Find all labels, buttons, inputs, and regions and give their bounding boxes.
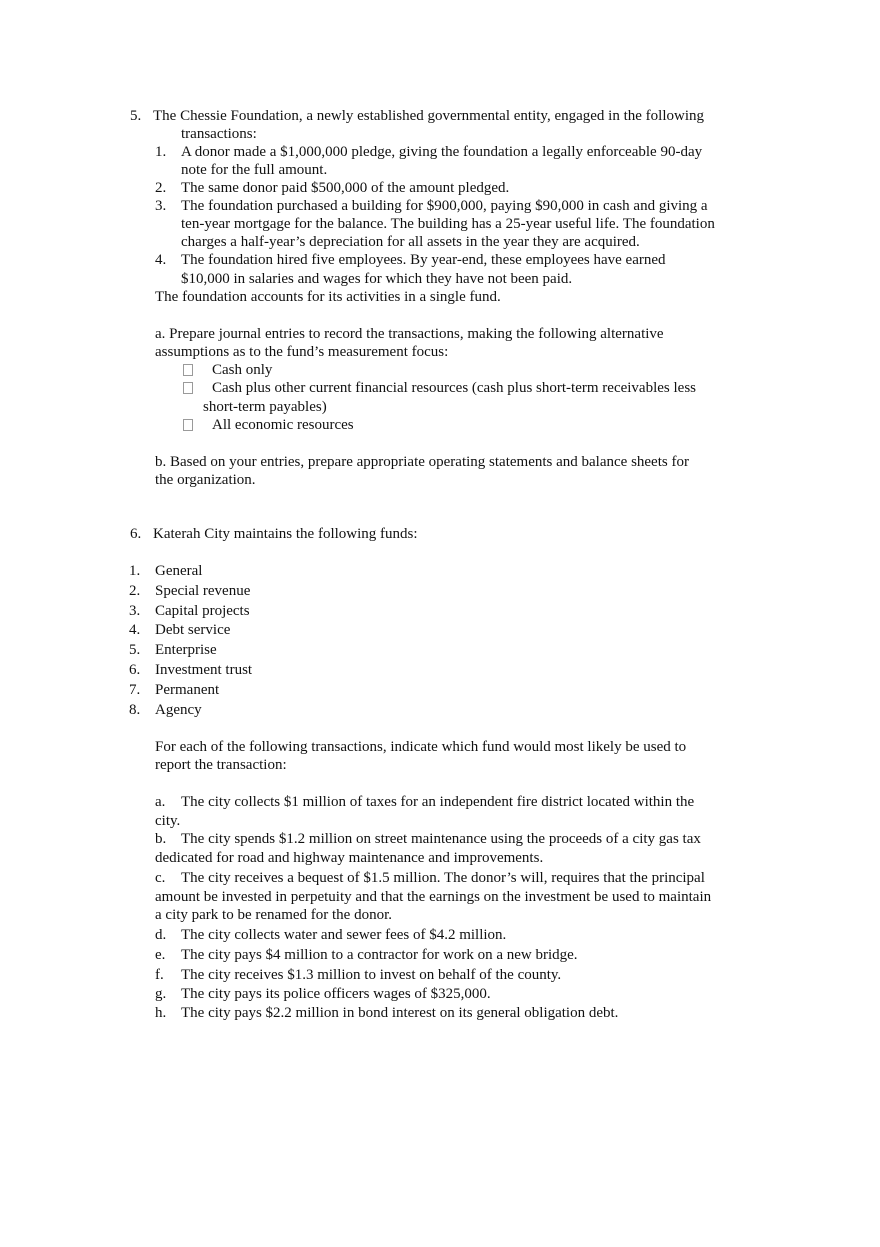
fund-name: General xyxy=(155,563,203,579)
fund-number: 2. xyxy=(129,583,141,599)
transaction-letter: b. xyxy=(155,831,167,847)
q5-intro-cont: transactions: xyxy=(181,126,257,142)
fund-name: Investment trust xyxy=(155,662,253,678)
bullet-box-icon xyxy=(183,380,193,398)
q5-option-text: All economic resources xyxy=(212,417,354,433)
q5-item-text: note for the full amount. xyxy=(181,162,328,178)
fund-number: 1. xyxy=(129,563,141,579)
transaction-letter: h. xyxy=(155,1005,167,1021)
transaction-letter: f. xyxy=(155,967,164,983)
q5-item-text: $10,000 in salaries and wages for which they have not been paid. xyxy=(181,271,573,287)
fund-number: 4. xyxy=(129,622,141,638)
q6-instruction: For each of the following transactions, indicate which fund would most likely be used to xyxy=(155,739,687,755)
q5-part-b-cont: the organization. xyxy=(155,472,256,488)
fund-name: Capital projects xyxy=(155,603,250,619)
fund-name: Enterprise xyxy=(155,642,217,658)
fund-name: Agency xyxy=(155,702,202,718)
q5-intro: The Chessie Foundation, a newly established governmental entity, engaged in the following xyxy=(153,108,704,124)
q5-part-a-cont: assumptions as to the fund’s measurement focus: xyxy=(155,344,449,360)
q5-item-number: 3. xyxy=(155,198,167,214)
q5-option-text: Cash only xyxy=(212,362,273,378)
transaction-text: The city receives a bequest of $1.5 million. The donor’s will, requires that the principal xyxy=(181,870,705,886)
fund-name: Debt service xyxy=(155,622,231,638)
transaction-text: The city pays its police officers wages of $325,000. xyxy=(181,986,491,1002)
transaction-text-cont: city. xyxy=(155,813,181,829)
fund-number: 7. xyxy=(129,682,141,698)
fund-number: 6. xyxy=(129,662,141,678)
fund-number: 3. xyxy=(129,603,141,619)
transaction-letter: e. xyxy=(155,947,166,963)
fund-name: Permanent xyxy=(155,682,220,698)
transaction-letter: a. xyxy=(155,794,166,810)
q6-number: 6. xyxy=(130,526,142,542)
q5-option-text: Cash plus other current financial resources (cash plus short-term receivables less xyxy=(212,380,696,396)
q5-number: 5. xyxy=(130,108,142,124)
transaction-text-cont: dedicated for road and highway maintenance and improvements. xyxy=(155,850,544,866)
q6-instruction-cont: report the transaction: xyxy=(155,757,287,773)
transaction-text: The city collects water and sewer fees of $4.2 million. xyxy=(181,927,507,943)
transaction-letter: g. xyxy=(155,986,167,1002)
transaction-letter: c. xyxy=(155,870,166,886)
transaction-text-cont: amount be invested in perpetuity and that the earnings on the investment be used to maintain xyxy=(155,889,712,905)
q6-intro: Katerah City maintains the following funds: xyxy=(153,526,418,542)
bullet-box-icon xyxy=(183,362,193,380)
fund-number: 5. xyxy=(129,642,141,658)
q5-item-number: 2. xyxy=(155,180,167,196)
q5-item-text: charges a half-year’s depreciation for all assets in the year they are acquired. xyxy=(181,234,640,250)
q5-part-a: a. Prepare journal entries to record the transactions, making the following alternative xyxy=(155,326,664,342)
q5-item-text: The foundation purchased a building for $900,000, paying $90,000 in cash and giving a xyxy=(181,198,708,214)
q5-item-text: ten-year mortgage for the balance. The building has a 25-year useful life. The foundation xyxy=(181,216,715,232)
bullet-box-icon xyxy=(183,417,193,435)
q5-closing: The foundation accounts for its activities in a single fund. xyxy=(155,289,501,305)
q5-item-text: A donor made a $1,000,000 pledge, giving the foundation a legally enforceable 90-day xyxy=(181,144,703,160)
q5-part-b: b. Based on your entries, prepare appropriate operating statements and balance sheets for xyxy=(155,454,689,470)
q5-option-text: short-term payables) xyxy=(203,399,327,415)
q5-item-number: 4. xyxy=(155,252,167,268)
q5-item-text: The same donor paid $500,000 of the amount pledged. xyxy=(181,180,510,196)
transaction-text: The city pays $4 million to a contractor for work on a new bridge. xyxy=(181,947,578,963)
transaction-text-cont: a city park to be renamed for the donor. xyxy=(155,907,392,923)
transaction-text: The city spends $1.2 million on street maintenance using the proceeds of a city gas tax xyxy=(181,831,701,847)
q5-item-number: 1. xyxy=(155,144,167,160)
transaction-letter: d. xyxy=(155,927,167,943)
fund-name: Special revenue xyxy=(155,583,251,599)
transaction-text: The city pays $2.2 million in bond interest on its general obligation debt. xyxy=(181,1005,619,1021)
transaction-text: The city collects $1 million of taxes for an independent fire district located within the xyxy=(181,794,695,810)
q5-item-text: The foundation hired five employees. By year-end, these employees have earned xyxy=(181,252,666,268)
fund-number: 8. xyxy=(129,702,141,718)
transaction-text: The city receives $1.3 million to invest on behalf of the county. xyxy=(181,967,562,983)
